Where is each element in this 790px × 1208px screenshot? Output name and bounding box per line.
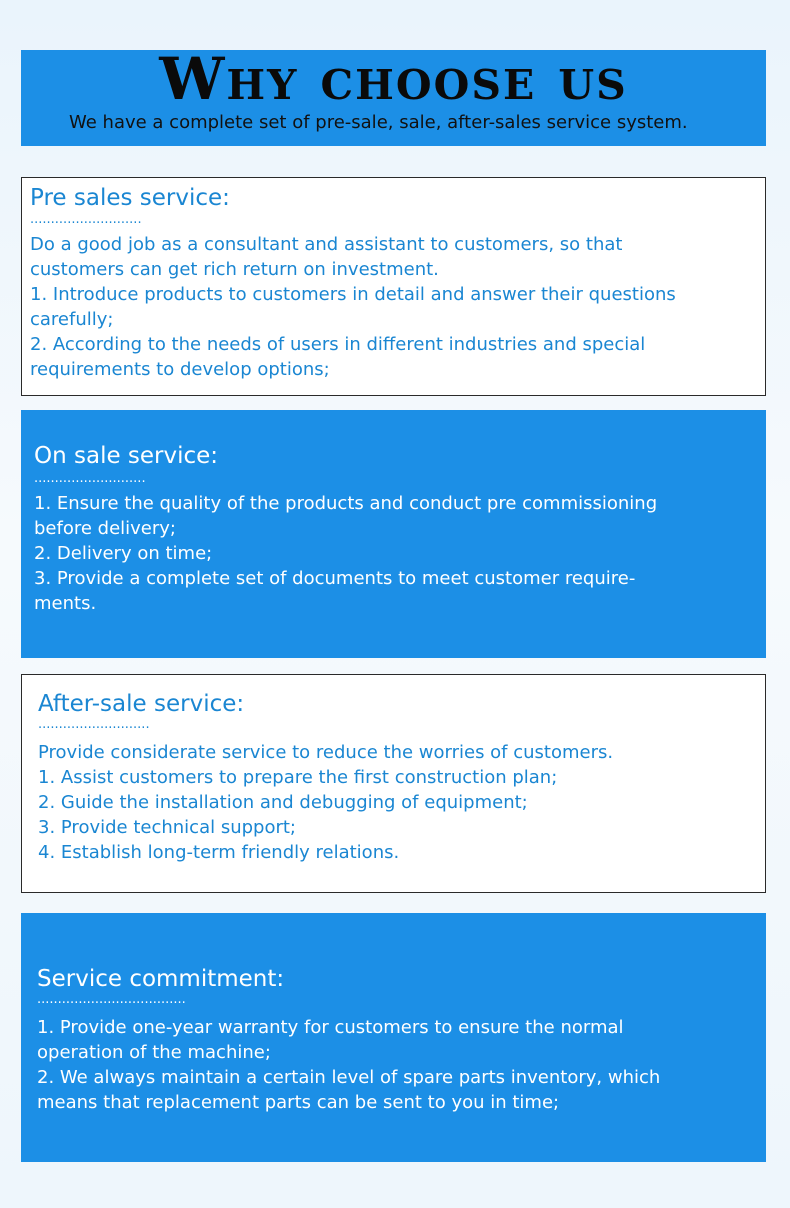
commitment-line: 1. Provide one-year warranty for customers to ensure the normal [37, 1017, 624, 1038]
on-sale-card [21, 410, 766, 658]
after-sale-line: 2. Guide the installation and debugging of equipment; [38, 792, 528, 813]
on-sale-body [34, 491, 759, 616]
after-sale-line: 1. Assist customers to prepare the first construction plan; [38, 767, 558, 788]
page-subtitle: We have a complete set of pre-sale, sale, after-sales service system. [69, 112, 688, 133]
header-banner [21, 45, 766, 146]
commitment-line: means that replacement parts can be sent to you in time; [37, 1092, 560, 1113]
after-sale-line: 3. Provide technical support; [38, 817, 296, 838]
after-sale-line: 4. Establish long-term friendly relations. [38, 842, 400, 863]
on-sale-line: ments. [34, 593, 97, 614]
after-sale-line: Provide considerate service to reduce the worries of customers. [38, 742, 614, 763]
after-sale-card [21, 674, 766, 893]
on-sale-line: 3. Provide a complete set of documents to meet customer require- [34, 568, 636, 589]
pre-sales-heading: Pre sales service: [30, 185, 230, 211]
commitment-dots: .................................... [37, 992, 186, 1007]
pre-sales-line: requirements to develop options; [30, 359, 330, 380]
on-sale-dots: ........................... [34, 471, 146, 486]
pre-sales-line: customers can get rich return on investment. [30, 259, 439, 280]
on-sale-heading: On sale service: [34, 443, 219, 469]
commitment-heading: Service commitment: [37, 966, 285, 992]
pre-sales-body [30, 232, 760, 382]
commitment-line: operation of the machine; [37, 1042, 271, 1063]
pre-sales-line: Do a good job as a consultant and assistant to customers, so that [30, 234, 623, 255]
pre-sales-card [21, 177, 766, 396]
commitment-card [21, 913, 766, 1162]
page-title: Why choose us [159, 45, 628, 113]
pre-sales-dots: ........................... [30, 212, 142, 227]
pre-sales-line: 2. According to the needs of users in different industries and special [30, 334, 646, 355]
commitment-body [37, 1015, 757, 1115]
pre-sales-line: 1. Introduce products to customers in detail and answer their questions [30, 284, 676, 305]
after-sale-heading: After-sale service: [38, 691, 245, 717]
on-sale-line: 2. Delivery on time; [34, 543, 213, 564]
after-sale-body [38, 740, 758, 865]
after-sale-dots: ........................... [38, 717, 150, 732]
commitment-line: 2. We always maintain a certain level of spare parts inventory, which [37, 1067, 661, 1088]
on-sale-line: before delivery; [34, 518, 176, 539]
pre-sales-line: carefully; [30, 309, 114, 330]
on-sale-line: 1. Ensure the quality of the products and conduct pre commissioning [34, 493, 658, 514]
